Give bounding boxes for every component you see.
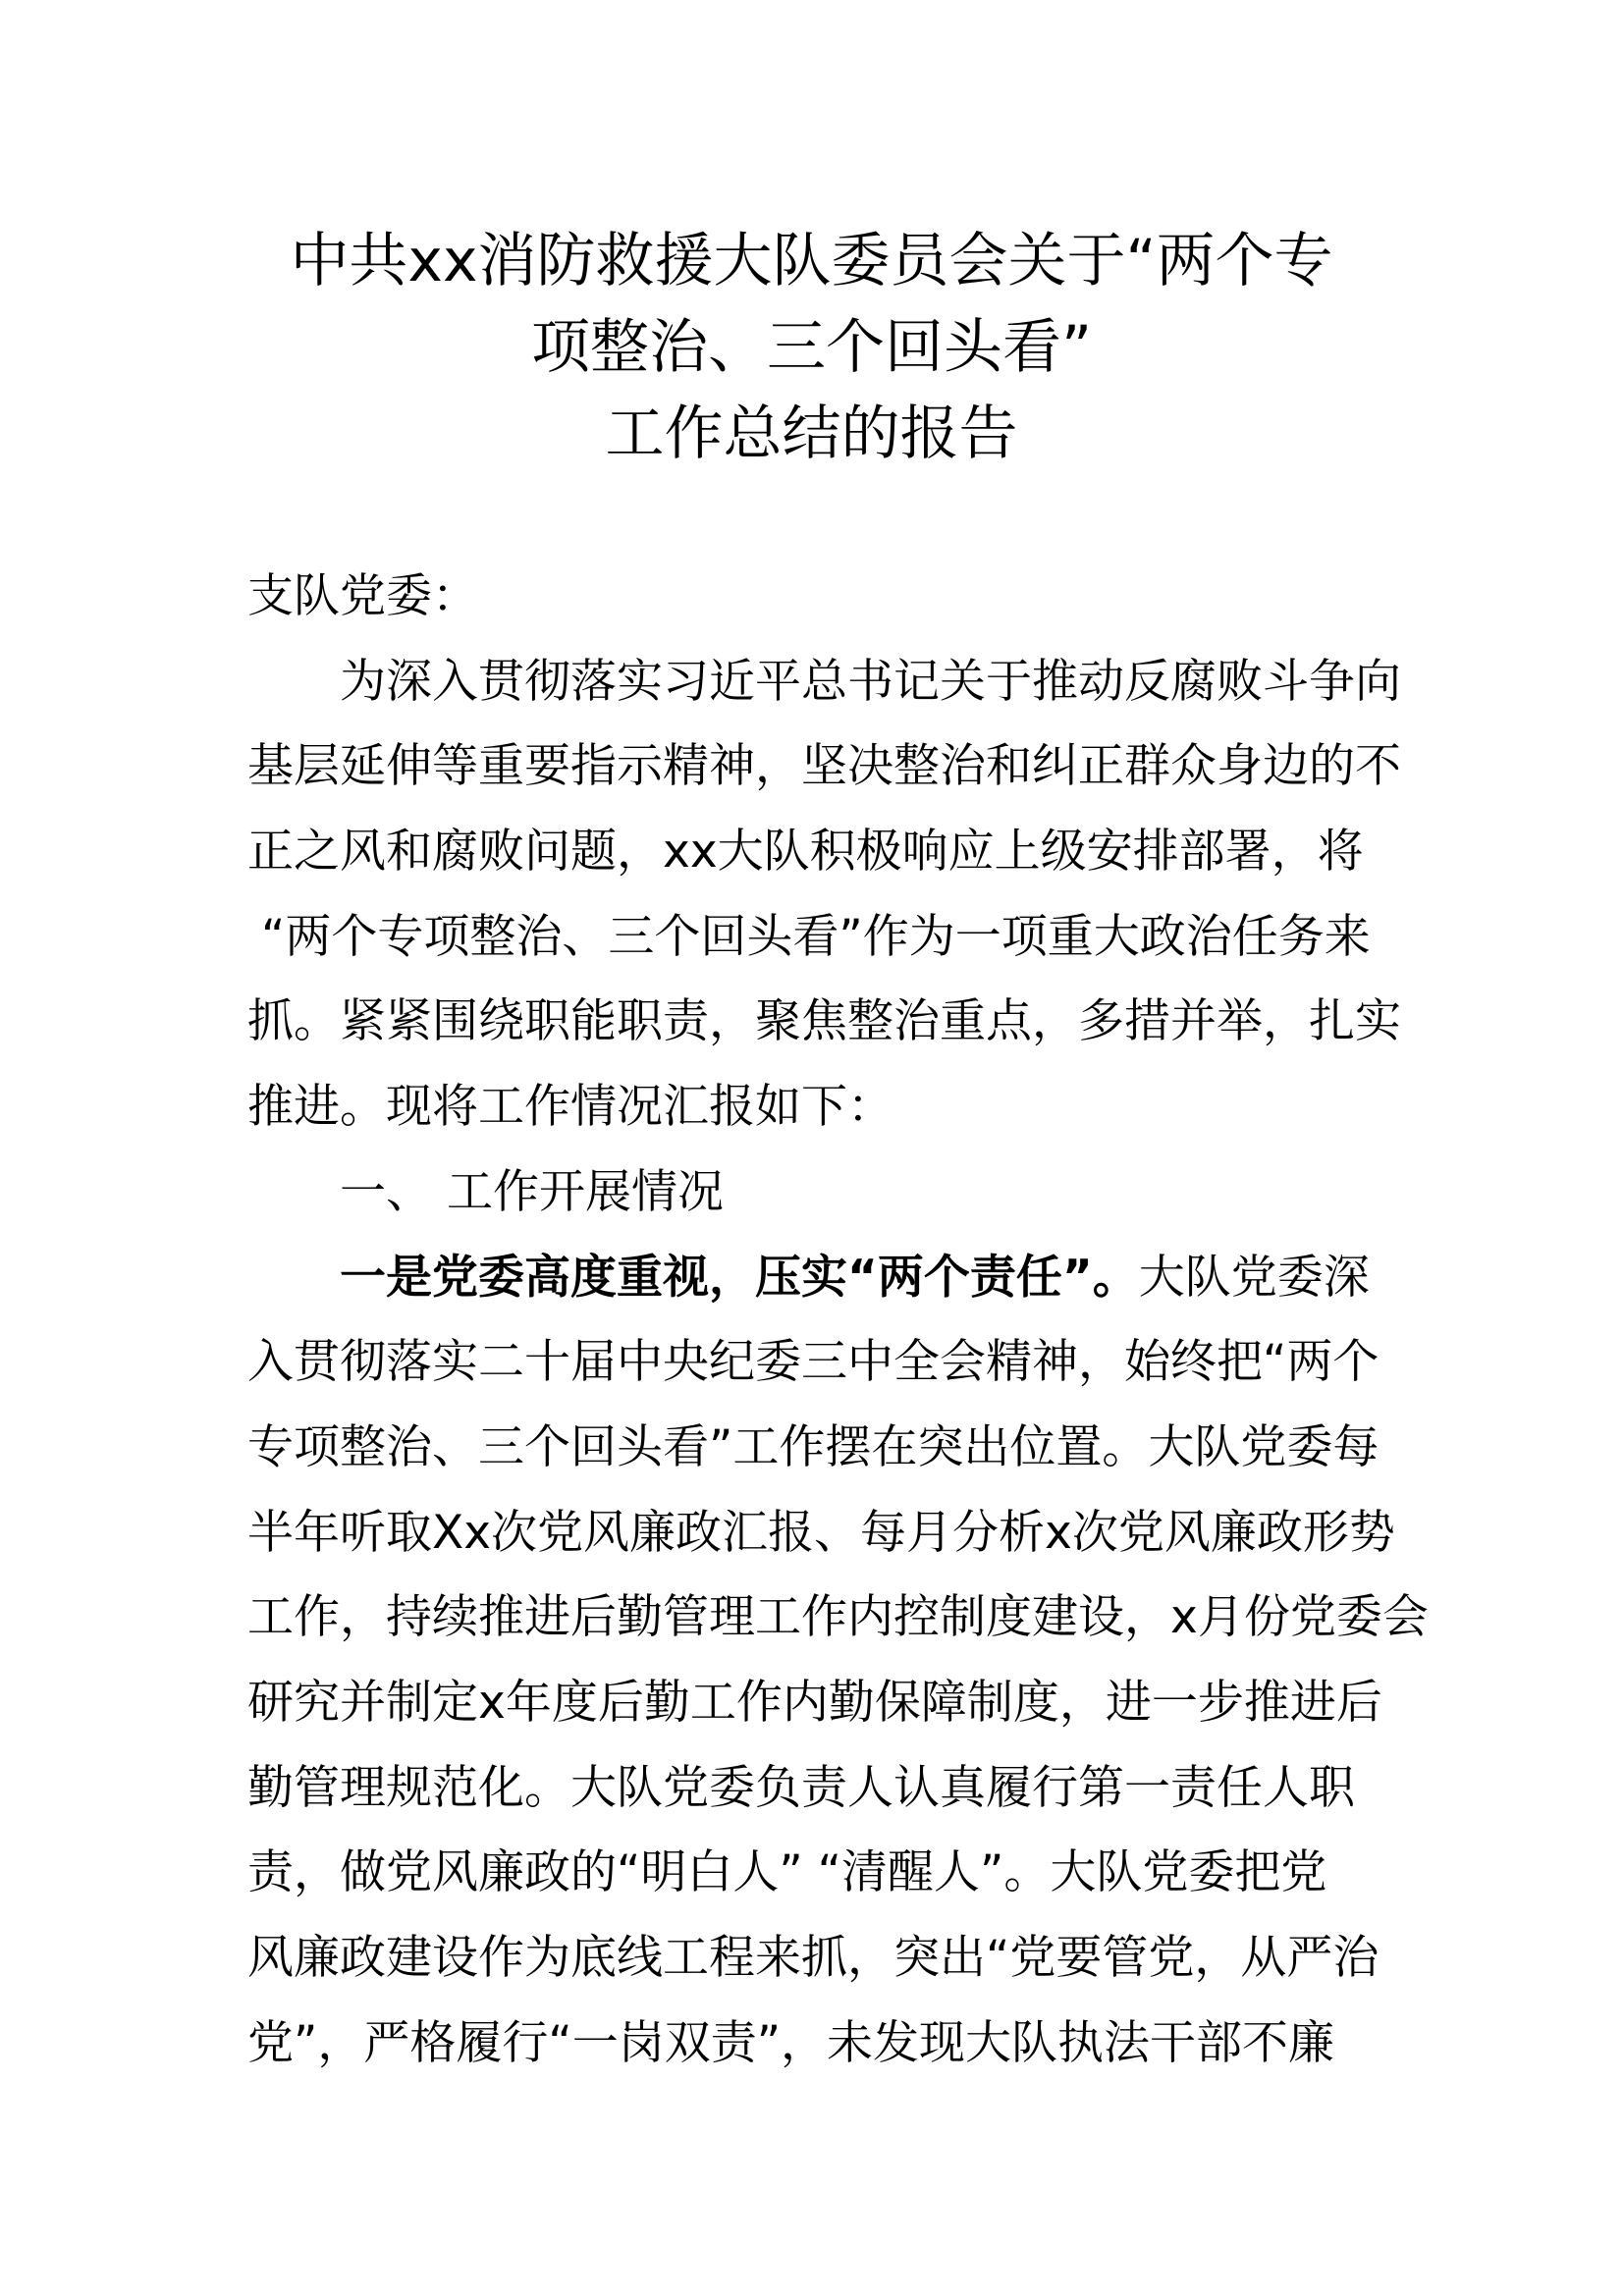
paragraph-line: 党”，严格履行“一岗双责”，未发现大队执法干部不廉: [247, 2015, 1335, 2070]
paragraph-line: 为深入贯彻落实习近平总书记关于推动反腐败斗争向: [340, 654, 1401, 709]
title-line: 中共xx消防救援大队委员会关于“两个专: [290, 227, 1333, 295]
paragraph-line: 半年听取Xx次党风廉政汇报、每月分析x次党风廉政形势: [247, 1505, 1395, 1560]
point-heading: 一是党委高度重视，压实“两个责任”。: [340, 1250, 1139, 1305]
paragraph-line: 入贯彻落实二十届中央纪委三中全会精神，始终把“两个: [247, 1335, 1380, 1390]
paragraph-line: 勤管理规范化。大队党委负责人认真履行第一责任人职: [247, 1760, 1355, 1815]
section-heading: 一、 工作开展情况: [340, 1164, 724, 1219]
paragraph-line: “两个专项整治、三个回头看”作为一项重大政治任务来: [261, 909, 1371, 964]
paragraph-line: 抓。紧紧围绕职能职责，聚焦整治重点，多措并举，扎实: [247, 994, 1401, 1049]
paragraph-line: 责，做党风廉政的“明白人” “清醒人”。大队党委把党: [247, 1845, 1327, 1900]
salutation: 支队党委：: [247, 569, 478, 623]
paragraph-line: [247, 1236, 1396, 1321]
paragraph-line: 推进。现将工作情况汇报如下：: [247, 1080, 893, 1135]
paragraph-line: 风廉政建设作为底线工程来抓，突出“党要管党，从严治: [247, 1931, 1380, 1985]
paragraph-line: 专项整治、三个回头看”工作摆在突出位置。大队党委每: [247, 1419, 1380, 1474]
document-body: [247, 555, 1429, 2086]
paragraph-text: 大队党委深: [1138, 1250, 1370, 1305]
title-line: 项整治、三个回头看”: [530, 313, 1093, 382]
paragraph-line: 基层延伸等重要指示精神，坚决整治和纠正群众身边的不: [247, 739, 1401, 794]
title-line: 工作总结的报告: [605, 400, 1018, 468]
paragraph-line: 正之风和腐败问题，xx大队积极响应上级安排部署，将: [247, 825, 1364, 880]
paragraph-line: 工作，持续推进后勤管理工作内控制度建设，x月份党委会: [247, 1590, 1429, 1645]
paragraph-line: 研究并制定x年度后勤工作内勤保障制度，进一步推进后: [247, 1675, 1382, 1730]
document-title: [0, 218, 1623, 477]
